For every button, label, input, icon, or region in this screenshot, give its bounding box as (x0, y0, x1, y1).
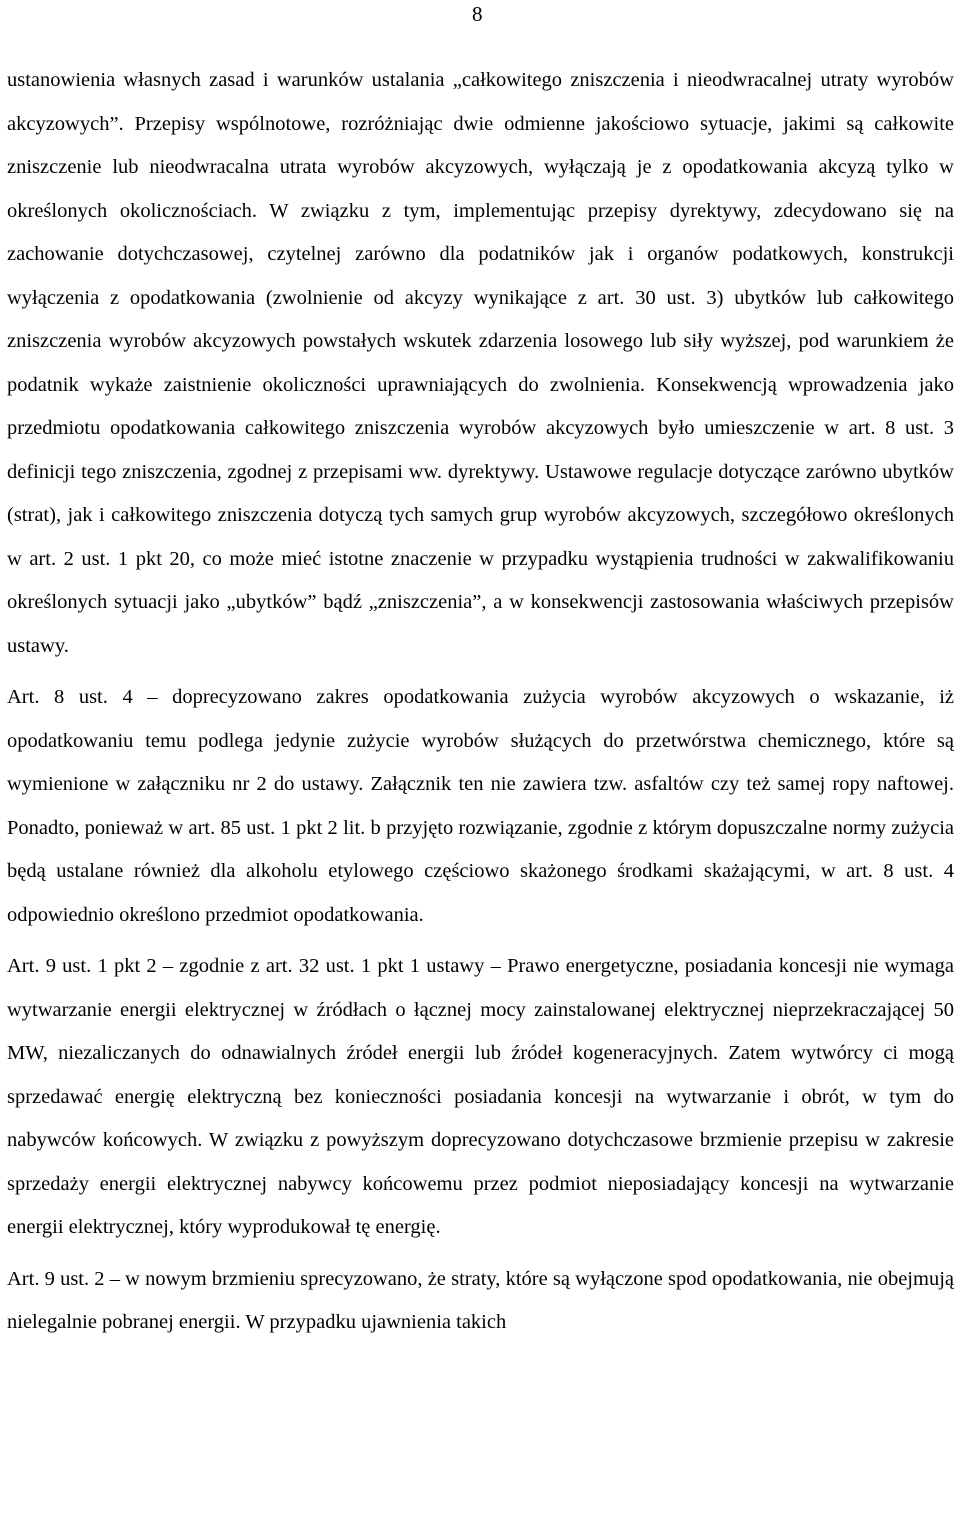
document-body (7, 59, 954, 1345)
paragraph-2: Art. 8 ust. 4 – doprecyzowano zakres opodatkowania zużycia wyrobów akcyzowych o wskazanie, iż opodatkowaniu temu podlega jedynie zużycie wyrobów służących do przetwórstwa chemicznego, które są wymienione w załączniku nr 2 do ustawy. Załącznik ten nie zawiera tzw. asfaltów czy też samej ropy naftowej. Ponadto, ponieważ w art. 85 ust. 1 pkt 2 lit. b przyjęto rozwiązanie, zgodnie z którym dopuszczalne normy zużycia będą ustalane również dla alkoholu etylowego częściowo skażonego środkami skażającymi, w art. 8 ust. 4 odpowiednio określono przedmiot opodatkowania. (7, 686, 954, 926)
paragraph-1: ustanowienia własnych zasad i warunków ustalania „całkowitego zniszczenia i nieodwracalnej utraty wyrobów akcyzowych”. Przepisy wspólnotowe, rozróżniając dwie odmienne jakościowo sytuacje, jakimi są całkowite zniszczenie lub nieodwracalna utrata wyrobów akcyzowych, wyłączają je z opodatkowania akcyzą tylko w określonych okolicznościach. W związku z tym, implementując przepisy dyrektywy, zdecydowano się na zachowanie dotychczasowej, czytelnej zarówno dla podatników jak i organów podatkowych, konstrukcji wyłączenia z opodatkowania (zwolnienie od akcyzy wynikające z art. 30 ust. 3) ubytków lub całkowitego zniszczenia wyrobów akcyzowych powstałych wskutek zdarzenia losowego lub siły wyższej, pod warunkiem że podatnik wykaże zaistnienie okoliczności uprawniających do zwolnienia. Konsekwencją wprowadzenia jako przedmiotu opodatkowania całkowitego zniszczenia wyrobów akcyzowych było umieszczenie w art. 8 ust. 3 definicji tego zniszczenia, zgodnej z przepisami ww. dyrektywy. Ustawowe regulacje dotyczące zarówno ubytków (strat), jak i całkowitego zniszczenia dotyczą tych samych grup wyrobów akcyzowych, szczegółowo określonych w art. 2 ust. 1 pkt 20, co może mieć istotne znaczenie w przypadku wystąpienia trudności w zakwalifikowaniu określonych sytuacji jako „ubytków” bądź „zniszczenia”, a w konsekwencji zastosowania właściwych przepisów ustawy. (7, 69, 954, 657)
paragraph-4: Art. 9 ust. 2 – w nowym brzmieniu sprecyzowano, że straty, które są wyłączone spod opodatkowania, nie obejmują nielegalnie pobranej energii. W przypadku ujawnienia takich (7, 1267, 954, 1333)
paragraph-3: Art. 9 ust. 1 pkt 2 – zgodnie z art. 32 ust. 1 pkt 1 ustawy – Prawo energetyczne, posiadania koncesji nie wymaga wytwarzanie energii elektrycznej w źródłach o łącznej mocy zainstalowanej elektrycznej nieprzekraczającej 50 MW, niezaliczanych do odnawialnych źródeł energii lub źródeł kogeneracyjnych. Zatem wytwórcy ci mogą sprzedawać energię elektryczną bez konieczności posiadania koncesji na wytwarzanie i obrót, w tym do nabywców końcowych. W związku z powyższym doprecyzowano dotychczasowe brzmienie przepisu w zakresie sprzedaży energii elektrycznej nabywcy końcowemu przez podmiot nieposiadający koncesji na wytwarzanie energii elektrycznej, który wyprodukował tę energię. (7, 955, 954, 1238)
page-number: 8 (472, 2, 483, 26)
